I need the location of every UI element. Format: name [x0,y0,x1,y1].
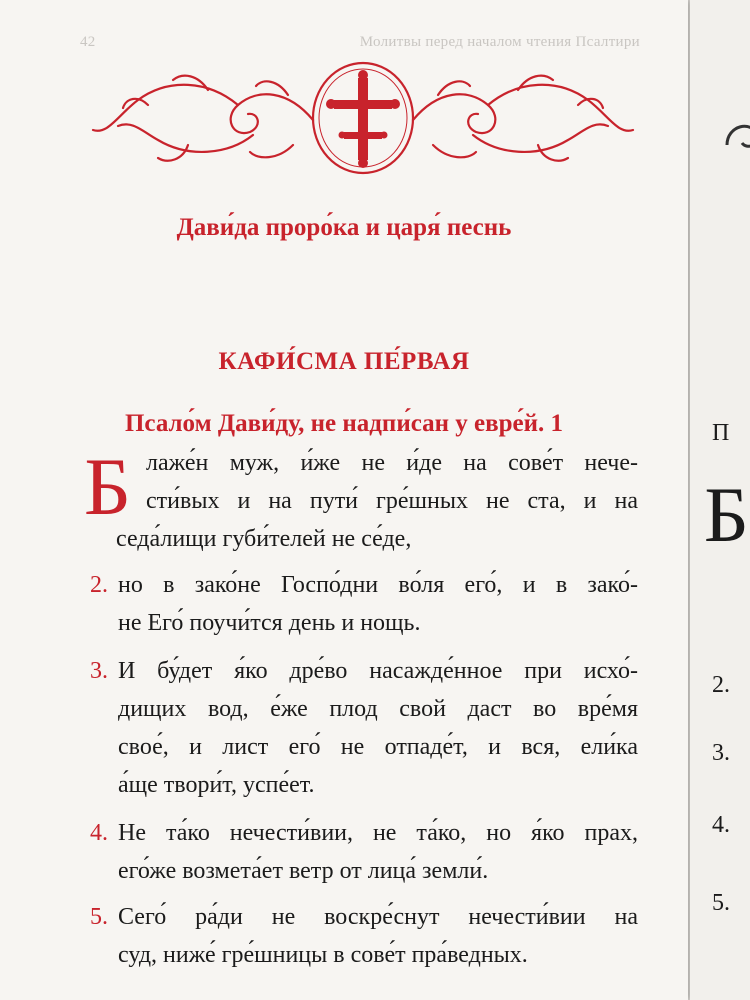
verse-1 [118,444,638,558]
verse-line: сти́вых и на пути́ гре́шных не ста, и на [146,488,638,514]
verse-number: 5. [90,904,108,930]
verse-line: И бу́дет я́ко дре́во насажде́нное при исхо́- [118,658,638,684]
next-page-prefix: П [712,420,730,446]
verse-4 [118,814,638,890]
verse-line: но в зако́не Госпо́дни во́ля его́, и в зако́- [118,572,638,598]
next-page-number: 3. [712,740,730,766]
verse-line: а́ще твори́т, успе́ет. [118,772,315,798]
next-page-number: 5. [712,890,730,916]
verse-line: не Его́ поучи́тся день и нощь. [118,610,421,636]
verse-line: Сего́ ра́ди не воскре́снут нечести́вии на [118,904,638,930]
next-page-number: 4. [712,812,730,838]
verse-number: 3. [90,658,108,684]
verse-line: дищих вод, е́же плод свой даст во вре́мя [118,696,638,722]
book-page-right-edge [690,0,750,1000]
verse-3 [118,652,638,804]
drop-cap: Б [84,441,132,532]
next-page-dropcap: Б [704,471,749,558]
verse-line: его́же возмета́ет ветр от лица́ земли́. [118,858,489,884]
song-title: Дави́да проро́ка и царя́ песнь [176,214,512,241]
page-number: 42 [80,34,96,50]
psalm-title: Псало́м Дави́ду, не надпи́сан у евре́й. 1 [124,410,564,437]
ornament-fragment-icon [722,115,750,155]
kathisma-title: КАФИ́СМА ПЕ́РВАЯ [218,348,470,375]
running-head-text: Молитвы перед началом чтения Псалтири [359,34,640,50]
verse-2 [118,566,638,642]
verse-line: суд, ниже́ гре́шницы в сове́т пра́ведных. [118,942,528,968]
verse-line: свое́, и лист его́ не отпаде́т, и вся, ели́ка [118,734,638,760]
verse-line: лаже́н муж, и́же не и́де на сове́т нече- [146,450,638,476]
verse-number: 2. [90,572,108,598]
verse-line: седа́лищи губи́телей не се́де, [116,526,412,552]
next-page-number: 2. [712,672,730,698]
verse-5 [118,898,638,974]
verse-number: 4. [90,820,108,846]
cross-ornament-headpiece [88,60,638,180]
verse-line: Не та́ко нечести́вии, не та́ко, но я́ко прах, [118,820,638,846]
